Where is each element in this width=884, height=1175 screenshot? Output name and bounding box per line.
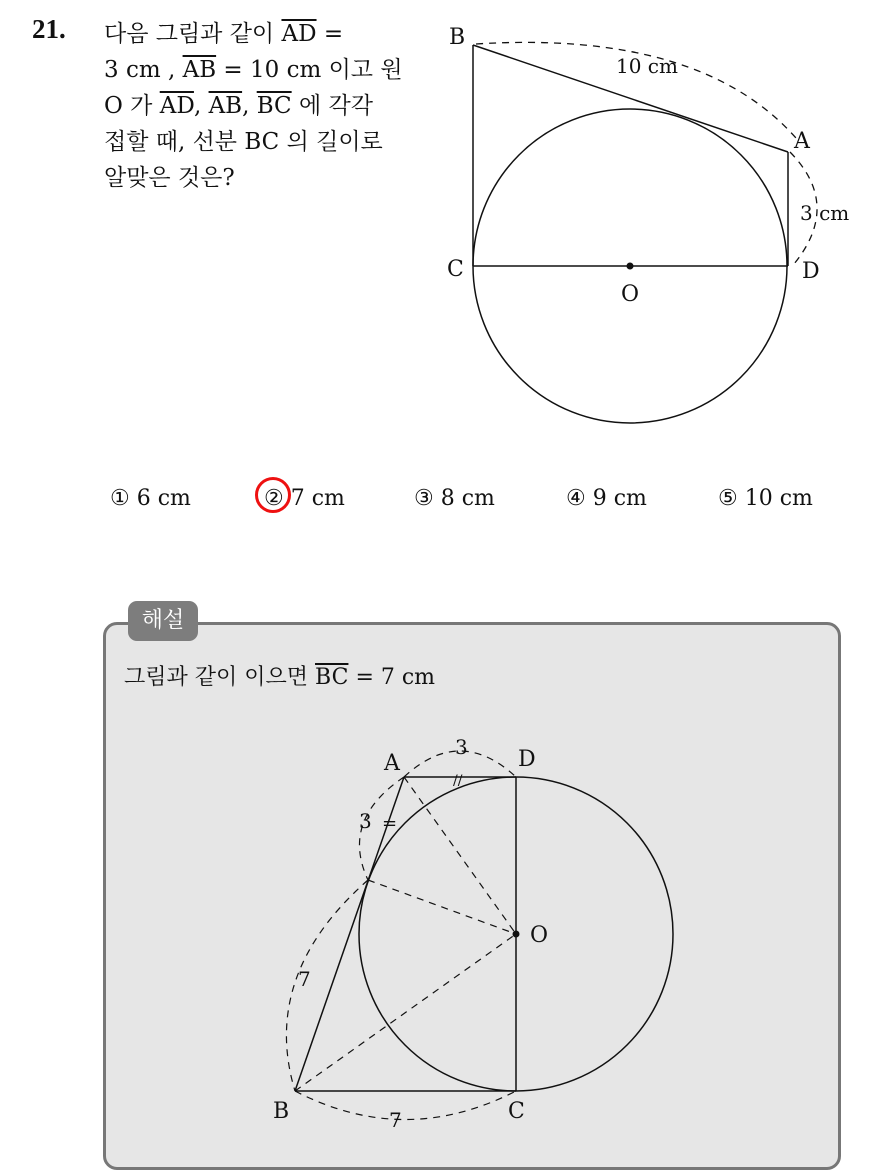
label-a: A [794,129,810,154]
solution-label-a: A [384,751,400,776]
dashed-tangent-radius [368,880,516,934]
choice-2[interactable]: ② 7 cm [264,486,345,511]
length-bc-7: 7 [389,1108,402,1132]
solution-label-d: D [518,747,536,772]
question-number: 21. [32,14,66,44]
length-b-tangent-7: 7 [298,967,311,991]
arc-bc [295,1091,516,1120]
question-line-5: 알맞은 것은? [104,165,235,191]
choice-4[interactable]: ④ 9 cm [566,486,647,511]
choice-5[interactable]: ⑤ 10 cm [718,486,813,511]
solution-text: 그림과 같이 이으면 $\overline{BC} = 7$ cm [124,665,436,690]
length-a-tangent-3: 3 [359,809,372,833]
equal-mark-ad: // [453,773,463,789]
length-ab: 10 cm [616,54,678,78]
solution-label-b: B [273,1099,290,1124]
length-ad-3: 3 [455,735,468,759]
solution-tag: 해설 [128,601,198,641]
question-line-2: 3 cm , $\overline{AB} = 10$ cm 이고 원 [104,57,403,83]
label-o: O [621,282,640,307]
question-line-1: 다음 그림과 같이 $\overline{AD}$ = [104,21,344,47]
choice-3[interactable]: ③ 8 cm [414,486,495,511]
length-ad: 3 cm [800,201,850,225]
label-b: B [449,25,466,50]
question-line-4: 접할 때, 선분 BC 의 길이로 [104,129,383,155]
label-c: C [447,257,464,282]
dashed-bo [295,934,516,1091]
solution-label-o: O [530,923,549,948]
dashed-ao [404,777,516,934]
equal-mark-a-tangent: = [382,813,398,834]
question-line-3: O 가 $\overline{AD}$, $\overline{AB}$, $\overline{BC}$ 에 각각 [104,93,373,119]
choice-1[interactable]: ① 6 cm [110,486,191,511]
label-d: D [802,259,820,284]
solution-label-c: C [508,1099,525,1124]
